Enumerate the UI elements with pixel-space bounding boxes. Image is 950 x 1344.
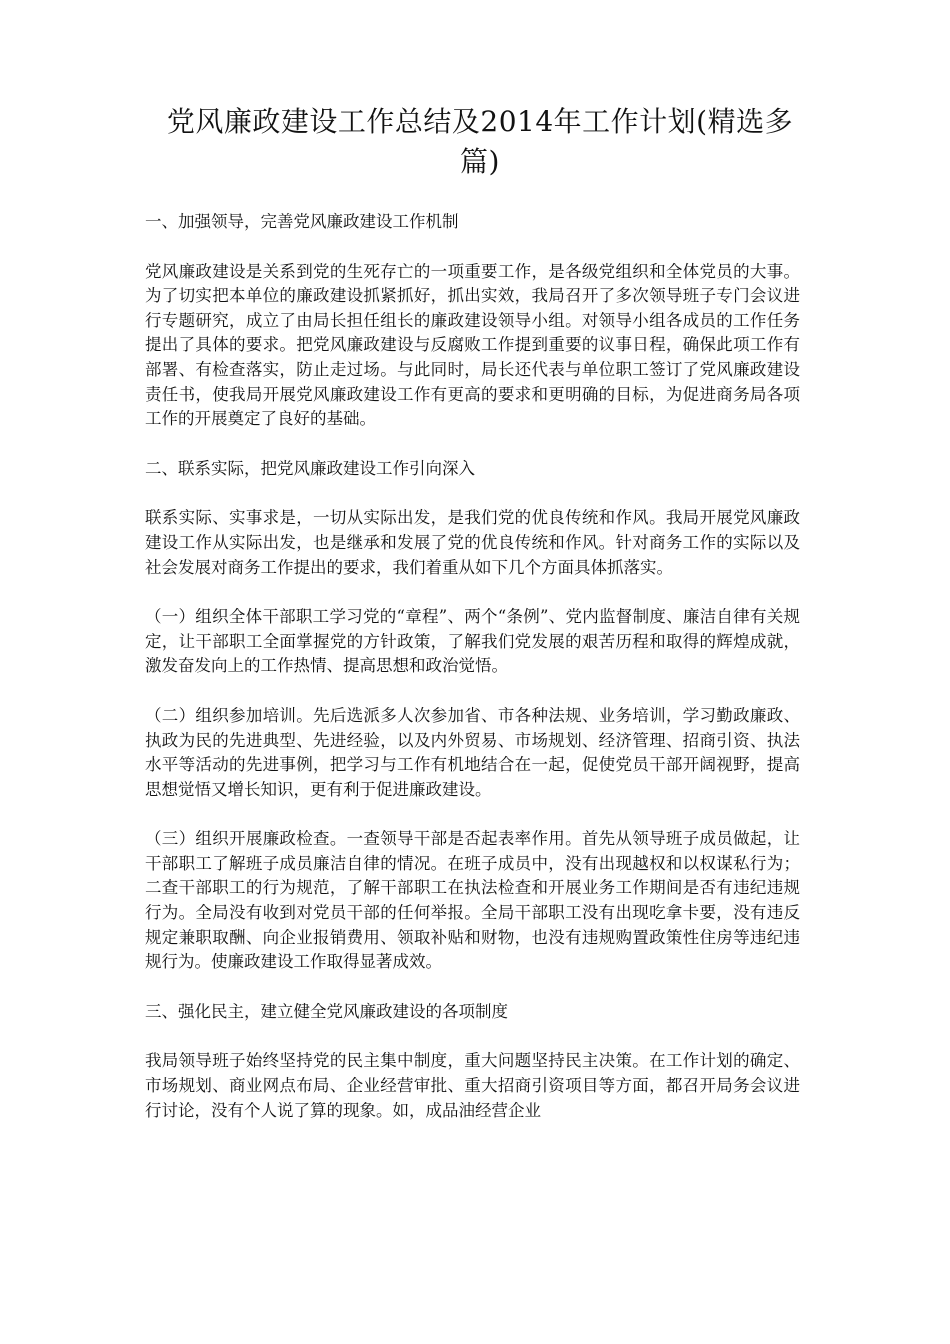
section-heading-1: 一、加强领导，完善党风廉政建设工作机制 <box>145 212 459 231</box>
section-heading-3: 三、强化民主，建立健全党风廉政建设的各项制度 <box>145 1001 508 1021</box>
section-2-paragraph-1: 联系实际、实事求是，一切从实际出发，是我们党的优良传统和作风。我局开展党风廉政建设工作从实际出发，也是继承和发展了党的优良传统和作风。针对商务工作的实际以及社会发展对商务工作提出的要求，我们着重从如下几个方面具体抓落实。 <box>145 508 800 577</box>
section-3-paragraph-1: 我局领导班子始终坚持党的民主集中制度，重大问题坚持民主决策。在工作计划的确定、市场规划、商业网点布局、企业经营审批、重大招商引资项目等方面，都召开局务会议进行讨论，没有个人说了算的现象。如，成品油经营企业 <box>145 1051 800 1120</box>
section-2-paragraph-2: （一）组织全体干部职工学习党的“章程”、两个“条例”、党内监督制度、廉洁自律有关规定，让干部职工全面掌握党的方针政策，了解我们党发展的艰苦历程和取得的辉煌成就，激发奋发向上的工作热情、提高思想和政治觉悟。 <box>145 607 800 676</box>
document-body <box>145 210 800 1148</box>
section-2-paragraph-4: （三）组织开展廉政检查。一查领导干部是否起表率作用。首先从领导班子成员做起，让干部职工了解班子成员廉洁自律的情况。在班子成员中，没有出现越权和以权谋私行为；二查干部职工的行为规范，了解干部职工在执法检查和开展业务工作期间是否有违纪违规行为。全局没有收到对党员干部的任何举报。全局干部职工没有出现吃拿卡要，没有违反规定兼职取酬、向企业报销费用、领取补贴和财物，也没有违规购置政策性住房等违纪违规行为。使廉政建设工作取得显著成效。 <box>145 829 800 972</box>
section-1-paragraph-1: 党风廉政建设是关系到党的生死存亡的一项重要工作，是各级党组织和全体党员的大事。为了切实把本单位的廉政建设抓紧抓好，抓出实效，我局召开了多次领导班子专门会议进行专题研究，成立了由局长担任组长的廉政建设领导小组。对领导小组各成员的工作任务提出了具体的要求。把党风廉政建设与反腐败工作提到重要的议事日程，确保此项工作有部署、有检查落实，防止走过场。与此同时，局长还代表与单位职工签订了党风廉政建设责任书，使我局开展党风廉政建设工作有更高的要求和更明确的目标，为促进商务局各项工作的开展奠定了良好的基础。 <box>145 261 800 429</box>
section-heading-2: 二、联系实际，把党风廉政建设工作引向深入 <box>145 458 475 478</box>
section-2-paragraph-3: （二）组织参加培训。先后选派多人次参加省、市各种法规、业务培训，学习勤政廉政、执政为民的先进典型、先进经验，以及内外贸易、市场规划、经济管理、招商引资、执法水平等活动的先进事例，把学习与工作有机地结合在一起，促使党员干部开阔视野，提高思想觉悟又增长知识，更有利于促进廉政建设。 <box>145 705 800 799</box>
document-title: 党风廉政建设工作总结及2014年工作计划(精选多篇) <box>166 105 794 178</box>
